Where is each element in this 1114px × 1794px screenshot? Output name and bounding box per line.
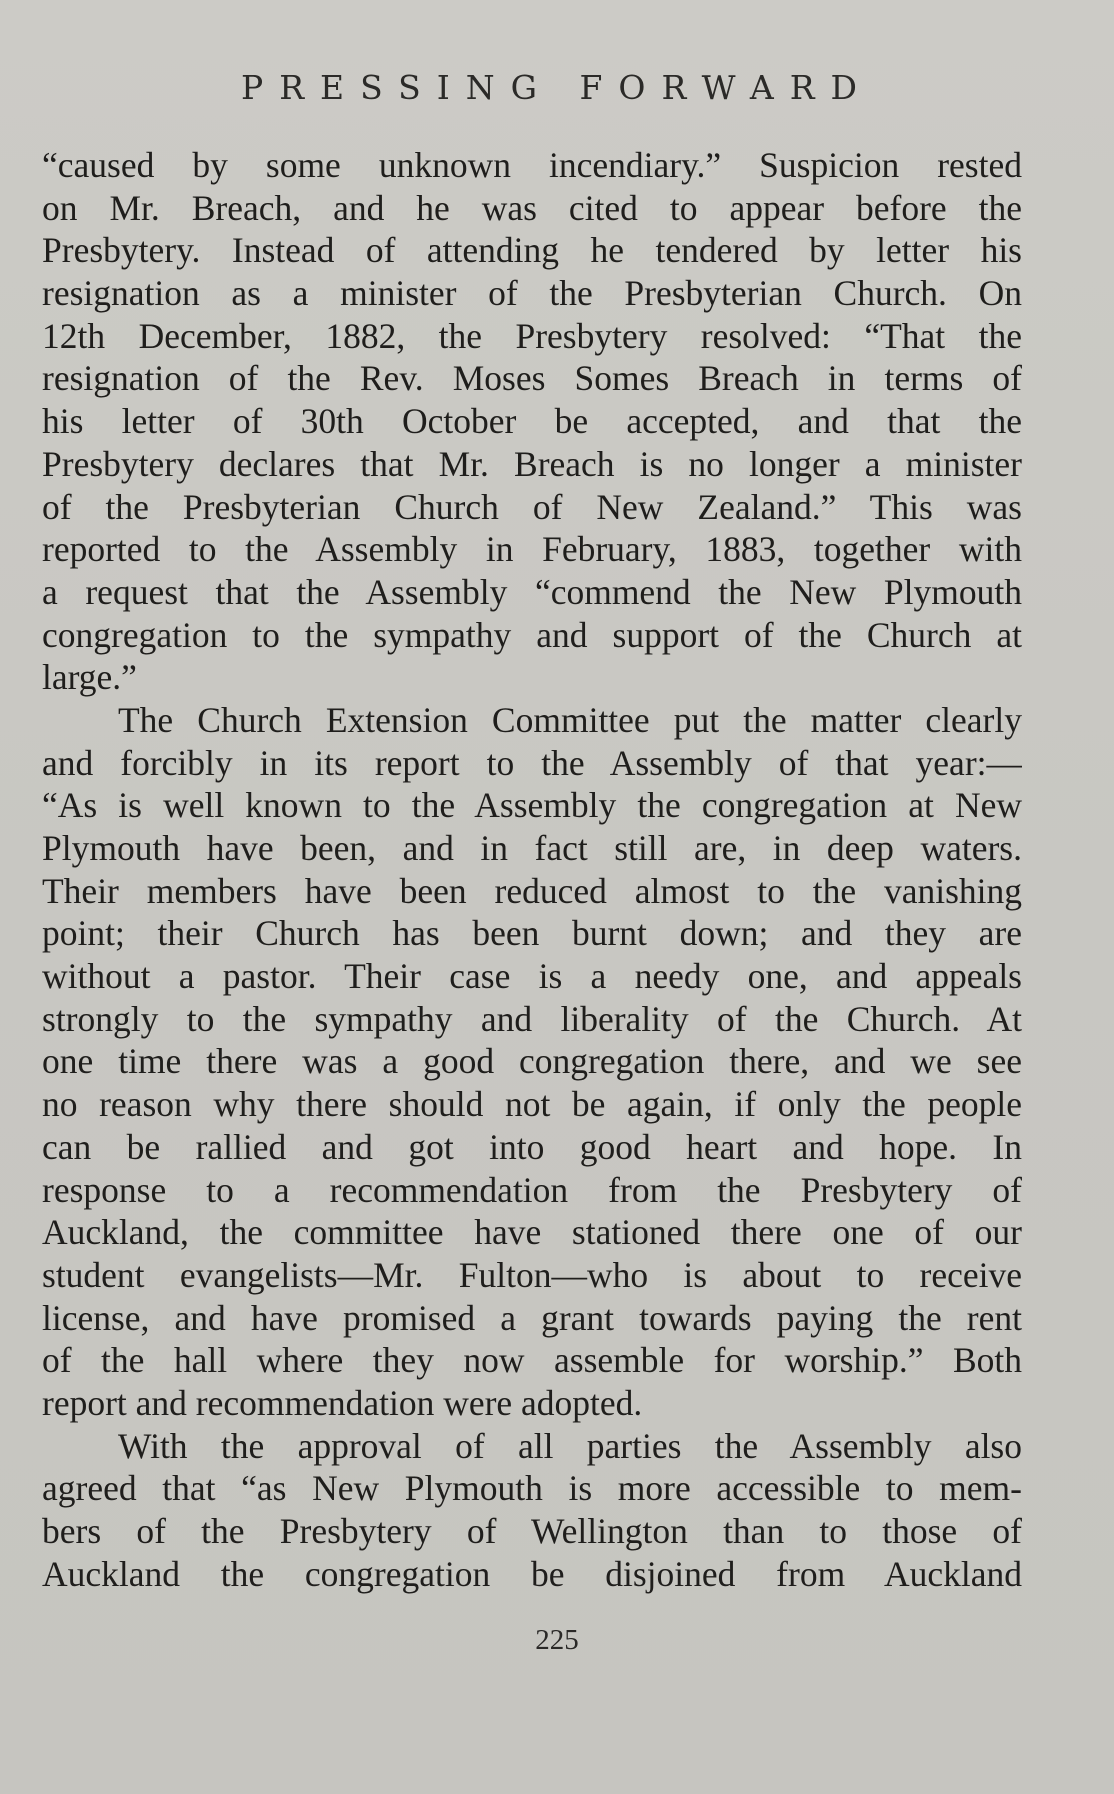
text-line: bers of the Presbytery of Wellington than to those of (42, 1511, 1022, 1551)
text-line: resignation as a minister of the Presbyterian Church. On (42, 273, 1022, 314)
text-line: agreed that “as New Plymouth is more accessible to mem- (42, 1468, 1022, 1509)
text-line: no reason why there should not be again, if only the people (42, 1084, 1022, 1125)
text-line: reported to the Assembly in February, 1883, together with (42, 529, 1022, 570)
text-line: license, and have promised a grant towards paying the rent (42, 1297, 1022, 1338)
text-line: one time there was a good congregation there, and we see (42, 1041, 1022, 1082)
body-text (42, 144, 1022, 1595)
text-line: Auckland the congregation be disjoined from Auckland (42, 1553, 1022, 1594)
paragraph-start-line: The Church Extension Committee put the matter clearly (118, 699, 1022, 740)
text-line: congregation to the sympathy and support of the Church at (42, 614, 1022, 655)
text-line: without a pastor. Their case is a needy one, and appeals (42, 956, 1022, 997)
text-line: of the Presbyterian Church of New Zealand.” This was (42, 486, 1022, 527)
text-line: 12th December, 1882, the Presbytery resolved: “That the (42, 315, 1022, 356)
paragraph-end-line: large.” (42, 657, 137, 698)
text-line: Plymouth have been, and in fact still are, in deep waters. (42, 828, 1022, 868)
paragraph-start-line: With the approval of all parties the Assembly also (118, 1425, 1022, 1466)
text-line: “As is well known to the Assembly the congregation at New (42, 785, 1022, 826)
text-line: and forcibly in its report to the Assembly of that year:— (42, 742, 1022, 783)
text-line: can be rallied and got into good heart and hope. In (42, 1126, 1022, 1167)
text-line: on Mr. Breach, and he was cited to appear before the (42, 187, 1022, 228)
text-line: Auckland, the committee have stationed there one of our (42, 1212, 1022, 1253)
text-line: response to a recommendation from the Presbytery of (42, 1169, 1022, 1210)
running-head: PRESSING FORWARD (240, 68, 874, 107)
text-line: a request that the Assembly “commend the New Plymouth (42, 571, 1022, 612)
paragraph-end-line: report and recommendation were adopted. (42, 1382, 643, 1423)
text-line: Presbytery declares that Mr. Breach is no longer a minister (42, 443, 1022, 484)
text-line: student evangelists—Mr. Fulton—who is about to receive (42, 1254, 1022, 1295)
text-line: Their members have been reduced almost to the vanishing (42, 870, 1022, 911)
page-number: 225 (535, 1624, 579, 1656)
text-line: his letter of 30th October be accepted, and that the (42, 401, 1022, 442)
text-line: Presbytery. Instead of attending he tendered by letter his (42, 230, 1022, 271)
text-line: “caused by some unknown incendiary.” Suspicion rested (42, 145, 1022, 185)
text-line: strongly to the sympathy and liberality of the Church. At (42, 998, 1022, 1039)
text-line: of the hall where they now assemble for worship.” Both (42, 1340, 1022, 1381)
text-line: resignation of the Rev. Moses Somes Breach in terms of (42, 358, 1022, 399)
text-line: point; their Church has been burnt down; and they are (42, 913, 1022, 954)
